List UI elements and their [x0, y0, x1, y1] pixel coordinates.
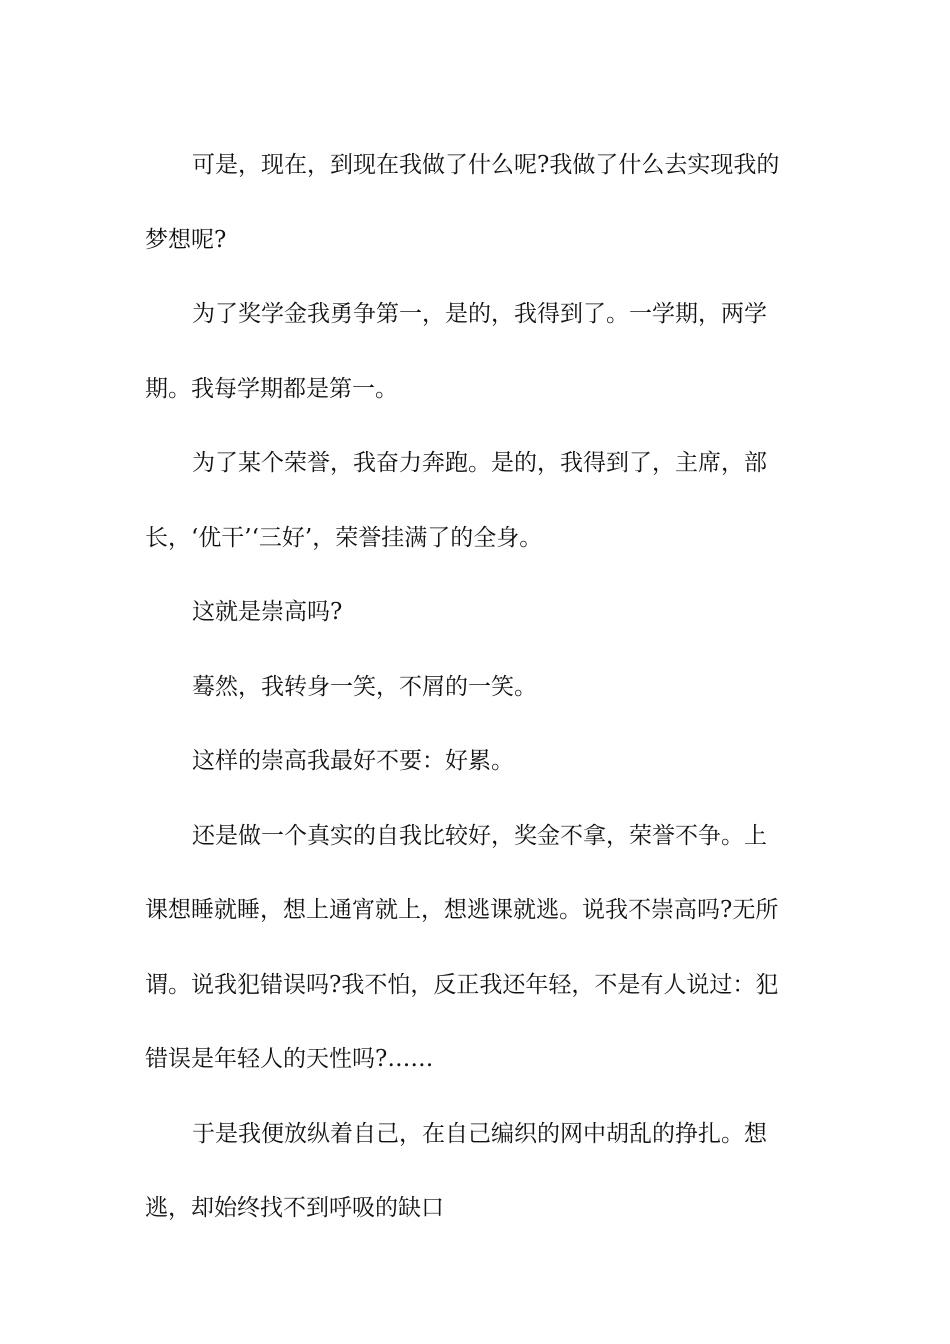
text-line: 逃，却始终找不到呼吸的缺口 — [145, 1195, 444, 1221]
text-line: 期。我每学期都是第一。 — [145, 375, 398, 402]
text-line: 还是做一个真实的自我比较好，奖金不拿，荣誉不争。上 — [192, 822, 767, 849]
text-line: 课想睡就睡，想上通宵就上，想逃课就逃。说我不崇高吗?无所 — [145, 897, 779, 923]
text-line: 长，‘优干’‘三好’，荣誉挂满了的全身。 — [145, 524, 543, 551]
text-line: 于是我便放纵着自己，在自己编织的网中胡乱的挣扎。想 — [192, 1120, 767, 1147]
paragraph-2 — [145, 277, 807, 426]
text-line: 可是，现在，到现在我做了什么呢?我做了什么去实现我的 — [192, 152, 780, 178]
paragraph-1 — [145, 128, 807, 277]
paragraph-3 — [145, 426, 807, 575]
body-text — [145, 128, 807, 1246]
text-line: 梦想呢? — [145, 226, 227, 253]
text-line: 错误是年轻人的天性吗?…… — [145, 1046, 434, 1072]
text-line: 为了奖学金我勇争第一，是的，我得到了。一学期，两学 — [192, 301, 767, 327]
text-line: 谓。说我犯错误吗?我不怕，反正我还年轻，不是有人说过：犯 — [145, 971, 779, 998]
text-line: 蓦然，我转身一笑，不屑的一笑。 — [192, 673, 537, 700]
paragraph-4 — [145, 575, 807, 650]
text-line: 为了某个荣誉，我奋力奔跑。是的，我得到了，主席，部 — [192, 450, 767, 476]
text-line: 这就是崇高吗? — [192, 599, 343, 625]
paragraph-8 — [145, 1097, 807, 1246]
paragraph-5 — [145, 650, 807, 725]
text-line: 这样的崇高我最好不要：好累。 — [192, 748, 514, 774]
paragraph-7 — [145, 799, 807, 1097]
paragraph-6 — [145, 724, 807, 799]
